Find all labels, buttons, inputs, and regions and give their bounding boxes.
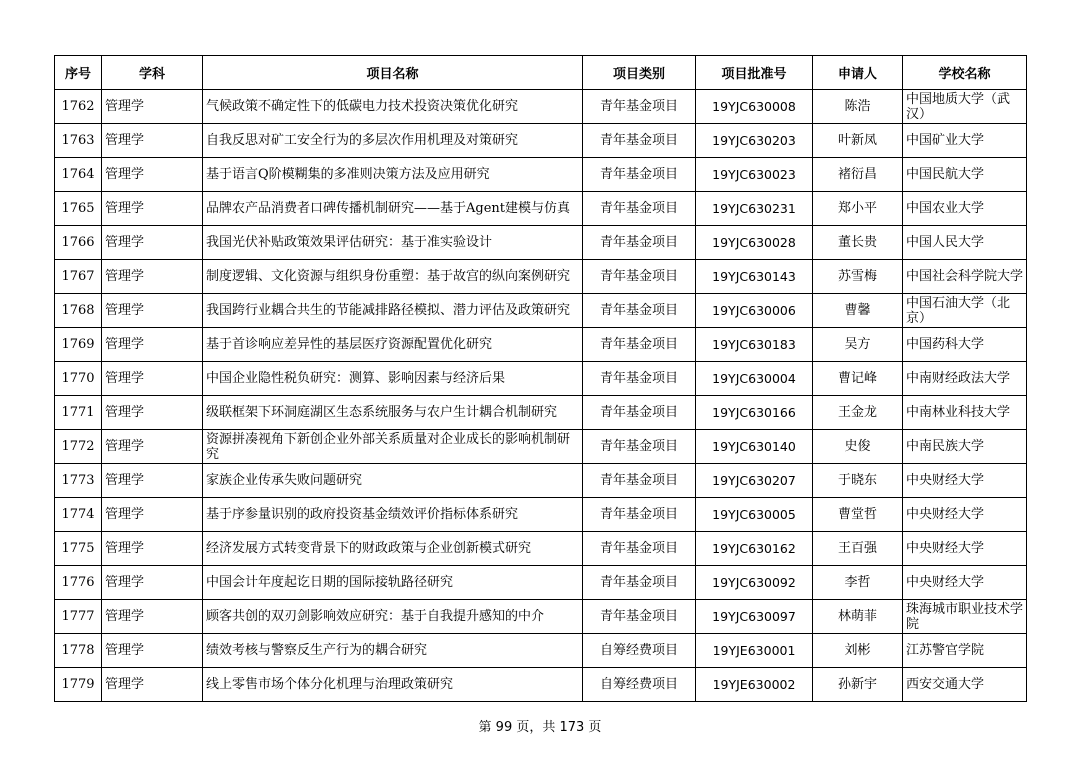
table-row — [55, 668, 1027, 702]
cell-approval-number: 19YJC630231 — [696, 192, 813, 226]
cell-approval-number: 19YJC630028 — [696, 226, 813, 260]
cell-index: 1779 — [55, 668, 102, 702]
cell-school: 西安交通大学 — [903, 668, 1027, 702]
cell-applicant: 陈浩 — [813, 90, 903, 124]
cell-project-type: 青年基金项目 — [583, 90, 696, 124]
cell-index: 1771 — [55, 396, 102, 430]
cell-project-type: 青年基金项目 — [583, 294, 696, 328]
cell-project-name: 基于语言Q阶模糊集的多准则决策方法及应用研究 — [203, 158, 583, 192]
cell-school: 中央财经大学 — [903, 498, 1027, 532]
cell-discipline: 管理学 — [102, 192, 203, 226]
cell-project-type: 青年基金项目 — [583, 396, 696, 430]
cell-applicant: 刘彬 — [813, 634, 903, 668]
table-row — [55, 532, 1027, 566]
cell-applicant: 曹记峰 — [813, 362, 903, 396]
cell-project-name: 经济发展方式转变背景下的财政政策与企业创新模式研究 — [203, 532, 583, 566]
cell-discipline: 管理学 — [102, 430, 203, 464]
cell-index: 1768 — [55, 294, 102, 328]
cell-applicant: 王金龙 — [813, 396, 903, 430]
table-row — [55, 226, 1027, 260]
cell-project-type: 青年基金项目 — [583, 362, 696, 396]
cell-applicant: 林萌菲 — [813, 600, 903, 634]
cell-school: 中国地质大学（武汉） — [903, 90, 1027, 124]
cell-project-type: 青年基金项目 — [583, 192, 696, 226]
cell-discipline: 管理学 — [102, 226, 203, 260]
cell-applicant: 吴方 — [813, 328, 903, 362]
cell-discipline: 管理学 — [102, 396, 203, 430]
header-row — [55, 56, 1027, 90]
cell-project-type: 青年基金项目 — [583, 600, 696, 634]
cell-applicant: 叶新凤 — [813, 124, 903, 158]
cell-index: 1769 — [55, 328, 102, 362]
cell-approval-number: 19YJC630004 — [696, 362, 813, 396]
cell-school: 中南林业科技大学 — [903, 396, 1027, 430]
table-row — [55, 294, 1027, 328]
cell-project-type: 青年基金项目 — [583, 260, 696, 294]
cell-project-type: 青年基金项目 — [583, 464, 696, 498]
cell-project-name: 中国会计年度起讫日期的国际接轨路径研究 — [203, 566, 583, 600]
cell-applicant: 褚衍昌 — [813, 158, 903, 192]
cell-project-name: 资源拼凑视角下新创企业外部关系质量对企业成长的影响机制研究 — [203, 430, 583, 464]
cell-school: 中国社会科学院大学 — [903, 260, 1027, 294]
cell-project-type: 自筹经费项目 — [583, 634, 696, 668]
cell-discipline: 管理学 — [102, 668, 203, 702]
cell-project-name: 顾客共创的双刃剑影响效应研究：基于自我提升感知的中介 — [203, 600, 583, 634]
page-footer: 第 99 页，共 173 页 — [478, 720, 602, 735]
cell-index: 1774 — [55, 498, 102, 532]
table-row — [55, 328, 1027, 362]
cell-discipline: 管理学 — [102, 294, 203, 328]
cell-index: 1772 — [55, 430, 102, 464]
cell-applicant: 曹堂哲 — [813, 498, 903, 532]
cell-applicant: 苏雪梅 — [813, 260, 903, 294]
table-row — [55, 634, 1027, 668]
cell-project-name: 基于首诊响应差异性的基层医疗资源配置优化研究 — [203, 328, 583, 362]
header-index: 序号 — [55, 56, 102, 90]
cell-project-type: 青年基金项目 — [583, 226, 696, 260]
cell-index: 1776 — [55, 566, 102, 600]
cell-applicant: 李哲 — [813, 566, 903, 600]
cell-school: 中央财经大学 — [903, 532, 1027, 566]
cell-applicant: 曹馨 — [813, 294, 903, 328]
cell-school: 中国药科大学 — [903, 328, 1027, 362]
cell-applicant: 郑小平 — [813, 192, 903, 226]
cell-project-name: 基于序参量识别的政府投资基金绩效评价指标体系研究 — [203, 498, 583, 532]
cell-project-name: 级联框架下环洞庭湖区生态系统服务与农户生计耦合机制研究 — [203, 396, 583, 430]
cell-school: 中央财经大学 — [903, 464, 1027, 498]
cell-discipline: 管理学 — [102, 158, 203, 192]
cell-index: 1770 — [55, 362, 102, 396]
cell-index: 1775 — [55, 532, 102, 566]
cell-approval-number: 19YJC630183 — [696, 328, 813, 362]
cell-approval-number: 19YJC630166 — [696, 396, 813, 430]
table-row — [55, 158, 1027, 192]
cell-approval-number: 19YJC630023 — [696, 158, 813, 192]
cell-project-type: 青年基金项目 — [583, 498, 696, 532]
cell-school: 中央财经大学 — [903, 566, 1027, 600]
cell-applicant: 孙新宇 — [813, 668, 903, 702]
cell-discipline: 管理学 — [102, 124, 203, 158]
cell-discipline: 管理学 — [102, 600, 203, 634]
cell-school: 珠海城市职业技术学院 — [903, 600, 1027, 634]
cell-index: 1778 — [55, 634, 102, 668]
header-project-type: 项目类别 — [583, 56, 696, 90]
cell-discipline: 管理学 — [102, 90, 203, 124]
cell-school: 江苏警官学院 — [903, 634, 1027, 668]
cell-approval-number: 19YJC630140 — [696, 430, 813, 464]
cell-school: 中国人民大学 — [903, 226, 1027, 260]
cell-approval-number: 19YJC630162 — [696, 532, 813, 566]
cell-discipline: 管理学 — [102, 362, 203, 396]
cell-project-type: 青年基金项目 — [583, 124, 696, 158]
cell-applicant: 史俊 — [813, 430, 903, 464]
cell-project-name: 品牌农产品消费者口碑传播机制研究——基于Agent建模与仿真 — [203, 192, 583, 226]
cell-project-name: 气候政策不确定性下的低碳电力技术投资决策优化研究 — [203, 90, 583, 124]
cell-approval-number: 19YJC630008 — [696, 90, 813, 124]
cell-applicant: 王百强 — [813, 532, 903, 566]
cell-school: 中南民族大学 — [903, 430, 1027, 464]
cell-approval-number: 19YJC630006 — [696, 294, 813, 328]
cell-project-type: 自筹经费项目 — [583, 668, 696, 702]
cell-school: 中国农业大学 — [903, 192, 1027, 226]
cell-approval-number: 19YJE630002 — [696, 668, 813, 702]
cell-school: 中国石油大学（北京） — [903, 294, 1027, 328]
cell-index: 1762 — [55, 90, 102, 124]
cell-approval-number: 19YJC630203 — [696, 124, 813, 158]
cell-school: 中国民航大学 — [903, 158, 1027, 192]
cell-project-type: 青年基金项目 — [583, 328, 696, 362]
cell-index: 1767 — [55, 260, 102, 294]
table-row — [55, 498, 1027, 532]
cell-approval-number: 19YJC630207 — [696, 464, 813, 498]
cell-project-type: 青年基金项目 — [583, 158, 696, 192]
cell-discipline: 管理学 — [102, 532, 203, 566]
table-row — [55, 90, 1027, 124]
header-school: 学校名称 — [903, 56, 1027, 90]
table-row — [55, 396, 1027, 430]
header-project-name: 项目名称 — [203, 56, 583, 90]
table-row — [55, 124, 1027, 158]
table-row — [55, 192, 1027, 226]
project-table — [54, 55, 1027, 702]
cell-project-name: 家族企业传承失败问题研究 — [203, 464, 583, 498]
cell-discipline: 管理学 — [102, 566, 203, 600]
cell-index: 1764 — [55, 158, 102, 192]
cell-index: 1765 — [55, 192, 102, 226]
cell-discipline: 管理学 — [102, 634, 203, 668]
cell-index: 1773 — [55, 464, 102, 498]
table-row — [55, 464, 1027, 498]
cell-project-name: 制度逻辑、文化资源与组织身份重塑：基于故宫的纵向案例研究 — [203, 260, 583, 294]
cell-project-type: 青年基金项目 — [583, 532, 696, 566]
cell-index: 1766 — [55, 226, 102, 260]
table-row — [55, 260, 1027, 294]
cell-project-name: 中国企业隐性税负研究：测算、影响因素与经济后果 — [203, 362, 583, 396]
cell-approval-number: 19YJC630143 — [696, 260, 813, 294]
cell-discipline: 管理学 — [102, 498, 203, 532]
cell-approval-number: 19YJC630092 — [696, 566, 813, 600]
cell-discipline: 管理学 — [102, 260, 203, 294]
cell-applicant: 董长贵 — [813, 226, 903, 260]
cell-discipline: 管理学 — [102, 464, 203, 498]
cell-approval-number: 19YJE630001 — [696, 634, 813, 668]
cell-school: 中南财经政法大学 — [903, 362, 1027, 396]
cell-school: 中国矿业大学 — [903, 124, 1027, 158]
table-row — [55, 362, 1027, 396]
cell-approval-number: 19YJC630005 — [696, 498, 813, 532]
cell-project-type: 青年基金项目 — [583, 566, 696, 600]
cell-project-name: 自我反思对矿工安全行为的多层次作用机理及对策研究 — [203, 124, 583, 158]
cell-applicant: 于晓东 — [813, 464, 903, 498]
cell-index: 1777 — [55, 600, 102, 634]
cell-project-name: 绩效考核与警察反生产行为的耦合研究 — [203, 634, 583, 668]
cell-project-name: 线上零售市场个体分化机理与治理政策研究 — [203, 668, 583, 702]
cell-index: 1763 — [55, 124, 102, 158]
header-discipline: 学科 — [102, 56, 203, 90]
header-approval-number: 项目批准号 — [696, 56, 813, 90]
cell-approval-number: 19YJC630097 — [696, 600, 813, 634]
cell-discipline: 管理学 — [102, 328, 203, 362]
cell-project-name: 我国跨行业耦合共生的节能减排路径模拟、潜力评估及政策研究 — [203, 294, 583, 328]
header-applicant: 申请人 — [813, 56, 903, 90]
cell-project-type: 青年基金项目 — [583, 430, 696, 464]
table-row — [55, 566, 1027, 600]
cell-project-name: 我国光伏补贴政策效果评估研究：基于准实验设计 — [203, 226, 583, 260]
table-row — [55, 430, 1027, 464]
table-row — [55, 600, 1027, 634]
